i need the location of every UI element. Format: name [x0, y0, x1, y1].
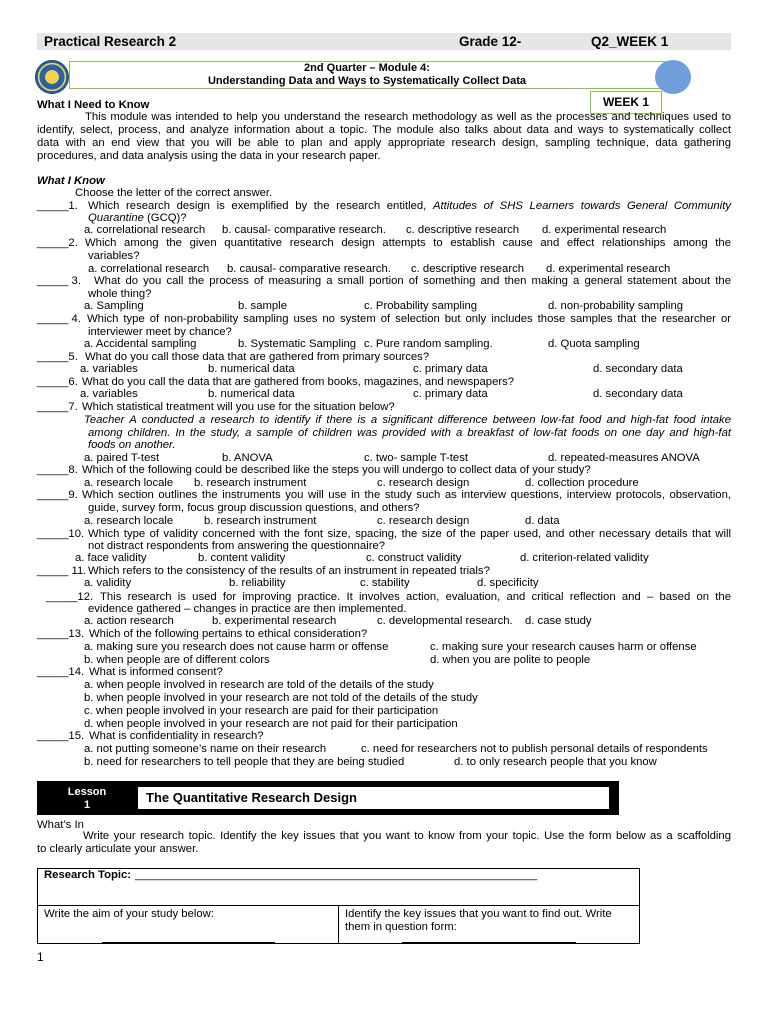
- q6-number: _____6.: [37, 376, 78, 388]
- research-topic-label: Research Topic:: [44, 869, 132, 881]
- q1-option-b: b. causal- comparative research.: [222, 224, 386, 236]
- q1-text-cont: Quarantine (GCQ)?: [88, 212, 187, 224]
- q2-text-cont: variables?: [88, 250, 140, 262]
- q1-text: Which research design is exemplified by the research entitled, Attitudes of SHS Learners towards General Community: [88, 200, 731, 212]
- page-number: 1: [37, 950, 44, 964]
- q1-number: _____1.: [37, 200, 78, 212]
- q14-option-b: b. when people involved in your research are not told of the details of the study: [84, 692, 478, 704]
- q12-option-a: a. action research: [84, 615, 174, 627]
- q15-option-a: a. not putting someone’s name on their research: [84, 743, 327, 755]
- q9-option-c: c. research design: [377, 515, 470, 527]
- issues-label-2: them in question form:: [345, 921, 457, 933]
- q7-text: Which statistical treatment will you use for the situation below?: [82, 401, 395, 413]
- q10-option-a: a. face validity: [75, 552, 147, 564]
- q12-option-d: d. case study: [525, 615, 592, 627]
- q7-number: _____7.: [37, 401, 78, 413]
- need-to-know-line-2: identify, select, process, and analyze information about a topic. The module also talks about data and ways to systematically collect: [37, 124, 731, 136]
- q5-option-c: c. primary data: [413, 363, 488, 375]
- q4-option-c: c. Pure random sampling.: [364, 338, 493, 350]
- lesson-number: 1: [83, 799, 91, 811]
- q9-option-b: b. research instrument: [204, 515, 317, 527]
- q6-option-d: d. secondary data: [593, 388, 683, 400]
- q7-option-a: a. paired T-test: [84, 452, 160, 464]
- q3-option-d: d. non-probability sampling: [548, 300, 684, 312]
- q9-option-a: a. research locale: [84, 515, 174, 527]
- q2-option-d: d. experimental research: [546, 263, 671, 275]
- q15-option-d: d. to only research people that you know: [454, 756, 657, 768]
- q15-option-b: b. need for researchers to tell people that they are being studied: [84, 756, 405, 768]
- q12-option-b: b. experimental research: [212, 615, 337, 627]
- q5-text: What do you call those data that are gathered from primary sources?: [85, 351, 430, 363]
- q8-option-c: c. research design: [377, 477, 470, 489]
- q6-option-a: a. variables: [80, 388, 138, 400]
- q5-option-d: d. secondary data: [593, 363, 683, 375]
- q4-text: Which type of non-probability sampling uses no system of selection but only includes those samples that the researcher or: [87, 313, 731, 325]
- q3-text-cont: whole thing?: [88, 288, 152, 300]
- q15-text: What is confidentiality in research?: [89, 730, 264, 742]
- q13-text: Which of the following pertains to ethical consideration?: [89, 628, 368, 640]
- q3-text: What do you call the process of measuring a small portion of something and then making a general statement about the: [94, 275, 731, 287]
- issues-answer-field[interactable]: [402, 942, 576, 943]
- module-line-2: Understanding Data and Ways to Systematically Collect Data: [207, 75, 527, 87]
- q3-option-b: b. sample: [238, 300, 287, 312]
- q12-text-cont: evidence gathered – changes in practice are then implemented.: [88, 603, 407, 615]
- grade-label: Grade 12-: [459, 34, 522, 49]
- need-to-know-heading: What I Need to Know: [37, 99, 150, 111]
- q8-option-a: a. research locale: [84, 477, 174, 489]
- q5-option-a: a. variables: [80, 363, 138, 375]
- q4-option-a: a. Accidental sampling: [84, 338, 197, 350]
- q3-option-c: c. Probability sampling: [364, 300, 478, 312]
- q11-option-a: a. validity: [84, 577, 132, 589]
- need-to-know-line-3: data with an end view that you will be able to plan and apply appropriate research design, sampling technique, data gathering: [37, 137, 731, 149]
- what-i-know-heading: What I Know: [37, 175, 105, 187]
- q10-option-d: d. criterion-related validity: [520, 552, 649, 564]
- q6-option-b: b. numerical data: [208, 388, 295, 400]
- q2-text: Which among the given quantitative research design attempts to establish cause and effect relationships among the: [85, 237, 731, 249]
- q6-text: What do you call the data that are gathered from books, magazines, and newspapers?: [82, 376, 515, 388]
- need-to-know-line-1: This module was intended to help you understand the research methodology as well as the processes and techniques used to: [85, 111, 731, 123]
- subject-title: Practical Research 2: [44, 34, 177, 49]
- q7-option-c: c. two- sample T-test: [364, 452, 469, 464]
- q11-option-b: b. reliability: [229, 577, 286, 589]
- q15-option-c: c. need for researchers not to publish personal details of respondents: [361, 743, 708, 755]
- q11-option-c: c. stability: [360, 577, 410, 589]
- research-topic-field[interactable]: ________________________________________________________________: [135, 869, 538, 881]
- q13-number: _____13.: [37, 628, 85, 640]
- whats-in-line-2: to clearly articulate your answer.: [37, 843, 199, 855]
- q11-text: Which refers to the consistency of the results of an instrument in repeated trials?: [88, 565, 490, 577]
- aim-answer-field[interactable]: [102, 942, 275, 943]
- q7-option-d: d. repeated-measures ANOVA: [548, 452, 700, 464]
- q13-option-d: d. when you are polite to people: [430, 654, 591, 666]
- quarter-week-label: Q2_WEEK 1: [591, 34, 669, 49]
- q1-option-c: c. descriptive research: [406, 224, 520, 236]
- whats-in-line-1: Write your research topic. Identify the key issues that you want to know from your topic. Use the form below as a scaffolding: [83, 830, 731, 842]
- q8-text: Which of the following could be described like the steps you will undergo to collect data of your study?: [82, 464, 591, 476]
- q10-text-cont: not distract respondents from answering the questionnaire?: [88, 540, 386, 552]
- q6-option-c: c. primary data: [413, 388, 488, 400]
- q9-number: _____9.: [37, 489, 78, 501]
- q12-option-c: c. developmental research.: [377, 615, 513, 627]
- q5-option-b: b. numerical data: [208, 363, 295, 375]
- lesson-title: The Quantitative Research Design: [136, 785, 611, 811]
- q14-option-c: c. when people involved in your research are paid for their participation: [84, 705, 439, 717]
- q5-number: _____5.: [37, 351, 78, 363]
- blue-circle-icon: [655, 60, 691, 94]
- week-badge: WEEK 1: [590, 91, 662, 114]
- q9-option-d: d. data: [525, 515, 560, 527]
- q3-option-a: a. Sampling: [84, 300, 144, 312]
- q10-text: Which type of validity concerned with the font size, spacing, the size of the paper used, and other necessary details that will: [88, 528, 731, 540]
- q7-scenario-2: among children. In the study, a sample of children was provided with a breakfast of low-fat foods on one day and high-fat: [88, 427, 731, 439]
- q4-option-d: d. Quota sampling: [548, 338, 640, 350]
- q14-text: What is informed consent?: [89, 666, 223, 678]
- q9-text: Which section outlines the instruments you will use in the study such as interview questions, interview protocols, observation,: [82, 489, 731, 501]
- q8-option-d: d. collection procedure: [525, 477, 639, 489]
- q13-option-b: b. when people are of different colors: [84, 654, 270, 666]
- q4-option-b: b. Systematic Sampling: [238, 338, 357, 350]
- q14-number: _____14.: [37, 666, 85, 678]
- q1-option-a: a. correlational research: [84, 224, 206, 236]
- q8-number: _____8.: [37, 464, 78, 476]
- q14-option-a: a. when people involved in research are told of the details of the study: [84, 679, 434, 691]
- form-divider: [338, 906, 339, 944]
- q13-option-c: c. making sure your research causes harm or offense: [430, 641, 697, 653]
- module-line-1: 2nd Quarter – Module 4:: [304, 62, 430, 74]
- q11-number: _____ 11.: [37, 565, 87, 577]
- q7-scenario-1: Teacher A conducted a research to identify if there is a significant difference between low-fat food and high-fat food intake: [84, 414, 731, 426]
- issues-label-1: Identify the key issues that you want to find out. Write: [345, 908, 612, 920]
- q2-option-b: b. causal- comparative research.: [227, 263, 391, 275]
- q8-option-b: b. research instrument: [194, 477, 307, 489]
- q12-number: _____12.: [46, 591, 94, 603]
- q10-number: _____10.: [37, 528, 85, 540]
- q14-option-d: d. when people involved in your research are not paid for their participation: [84, 718, 458, 730]
- instruction: Choose the letter of the correct answer.: [75, 187, 273, 199]
- q7-option-b: b. ANOVA: [222, 452, 273, 464]
- q2-number: _____2.: [37, 237, 78, 249]
- aim-label: Write the aim of your study below:: [44, 908, 214, 920]
- lesson-label-word: Lesson: [67, 786, 107, 798]
- q11-option-d: d. specificity: [477, 577, 539, 589]
- q4-number: _____ 4.: [37, 313, 81, 325]
- q12-text: This research is used for improving practice. It involves action, evaluation, and critical reflection and – based on the: [100, 591, 731, 603]
- q10-option-c: c. construct validity: [366, 552, 462, 564]
- q15-number: _____15.: [37, 730, 85, 742]
- whats-in-heading: What’s In: [37, 819, 84, 831]
- deped-seal-icon: [35, 60, 69, 94]
- q13-option-a: a. making sure you research does not cause harm or offense: [84, 641, 389, 653]
- q2-option-c: c. descriptive research: [411, 263, 525, 275]
- need-to-know-line-4: procedures, and data analysis using the data in your research paper.: [37, 150, 381, 162]
- q3-number: _____ 3.: [37, 275, 81, 287]
- q10-option-b: b. content validity: [198, 552, 286, 564]
- lesson-label: [40, 786, 134, 812]
- q2-option-a: a. correlational research: [88, 263, 210, 275]
- q7-scenario-3: foods on another.: [88, 439, 176, 451]
- q4-text-cont: interviewer meet by chance?: [88, 326, 232, 338]
- q9-text-cont: guide, survey form, focus group discussion questions, and others?: [88, 502, 420, 514]
- module-banner: [69, 61, 665, 89]
- q1-option-d: d. experimental research: [542, 224, 667, 236]
